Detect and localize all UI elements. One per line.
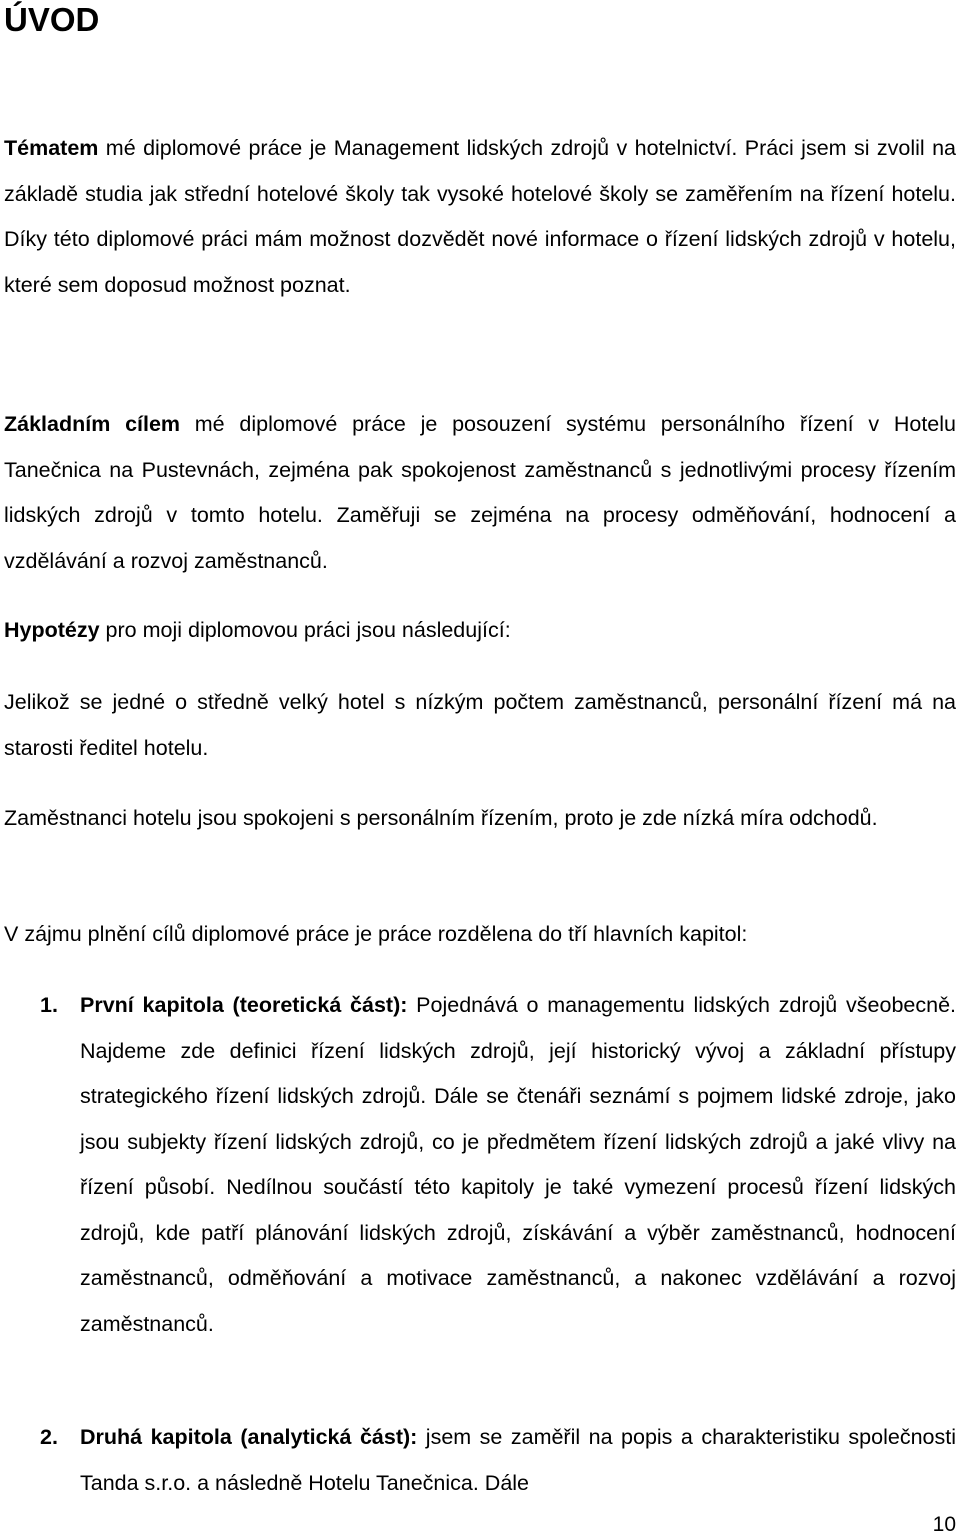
bold-lead: Tématem xyxy=(4,136,99,160)
list-item-body: jsem se zaměřil na popis a charakteristiku společnosti Tanda s.r.o. a následně Hotelu Tanečnica. Dále xyxy=(80,1425,956,1495)
page-number: 10 xyxy=(932,1513,956,1536)
list-item-body: Pojednává o managementu lidských zdrojů všeobecně. Najdeme zde definici řízení lidských zdrojů, její historický vývoj a základní přístupy strategického řízení lidských zdrojů. Dále se čtenáři seznámí s pojmem lidské zdroje, jako jsou subjekty řízení lidských zdrojů, co je předmětem řízení lidských zdrojů a jaké vlivy na řízení působí. Nedílnou součástí této kapitoly je také vymezení procesů řízení lidských zdrojů, kde patří plánování lidských zdrojů, získávání a výběr zaměstnanců, hodnocení zaměstnanců, odměňování a motivace zaměstnanců, a nakonec vzdělávání a rozvoj zaměstnanců. xyxy=(80,993,956,1336)
list-item-text xyxy=(80,983,956,1347)
paragraph-text: mé diplomové práce je posouzení systému personálního řízení v Hotelu Tanečnica na Pustevnách, zejména pak spokojenost zaměstnanců s jednotlivými procesy řízením lidských zdrojů v tomto hotelu. Zaměřuji se zejména na procesy odměňování, hodnocení a vzdělávání a rozvoj zaměstnanců. xyxy=(4,412,956,573)
bold-lead: První kapitola (teoretická část): xyxy=(80,993,408,1017)
paragraph-text: mé diplomové práce je Management lidských zdrojů v hotelnictví. Práci jsem si zvolil na základě studia jak střední hotelové školy tak vysoké hotelové školy se zaměřením na řízení hotelu. Díky této diplomové práci mám možnost dozvědět nové informace o řízení lidských zdrojů v hotelu, které sem doposud možnost poznat. xyxy=(4,136,956,297)
page-title: ÚVOD xyxy=(4,1,100,38)
list-item-text xyxy=(80,1415,956,1506)
paragraph-text: pro moji diplomovou práci jsou následující: xyxy=(99,618,511,642)
list-number: 1. xyxy=(40,993,58,1017)
bold-lead: Hypotézy xyxy=(4,618,100,642)
bold-lead: Základním cílem xyxy=(4,412,181,436)
paragraph-hypotheses xyxy=(4,608,956,654)
paragraph-hypothesis-2: Zaměstnanci hotelu jsou spokojeni s personálním řízením, proto je zde nízká míra odchodů. xyxy=(4,806,878,830)
bold-lead: Druhá kapitola (analytická část): xyxy=(80,1425,418,1449)
paragraph-topic xyxy=(4,126,956,308)
list-number: 2. xyxy=(40,1425,58,1449)
paragraph-chapters-intro: V zájmu plnění cílů diplomové práce je práce rozdělena do tří hlavních kapitol: xyxy=(4,922,748,946)
paragraph-goal xyxy=(4,402,956,584)
paragraph-hypothesis-1: Jelikož se jedné o středně velký hotel s nízkým počtem zaměstnanců, personální řízení má na starosti ředitel hotelu. xyxy=(4,690,956,760)
